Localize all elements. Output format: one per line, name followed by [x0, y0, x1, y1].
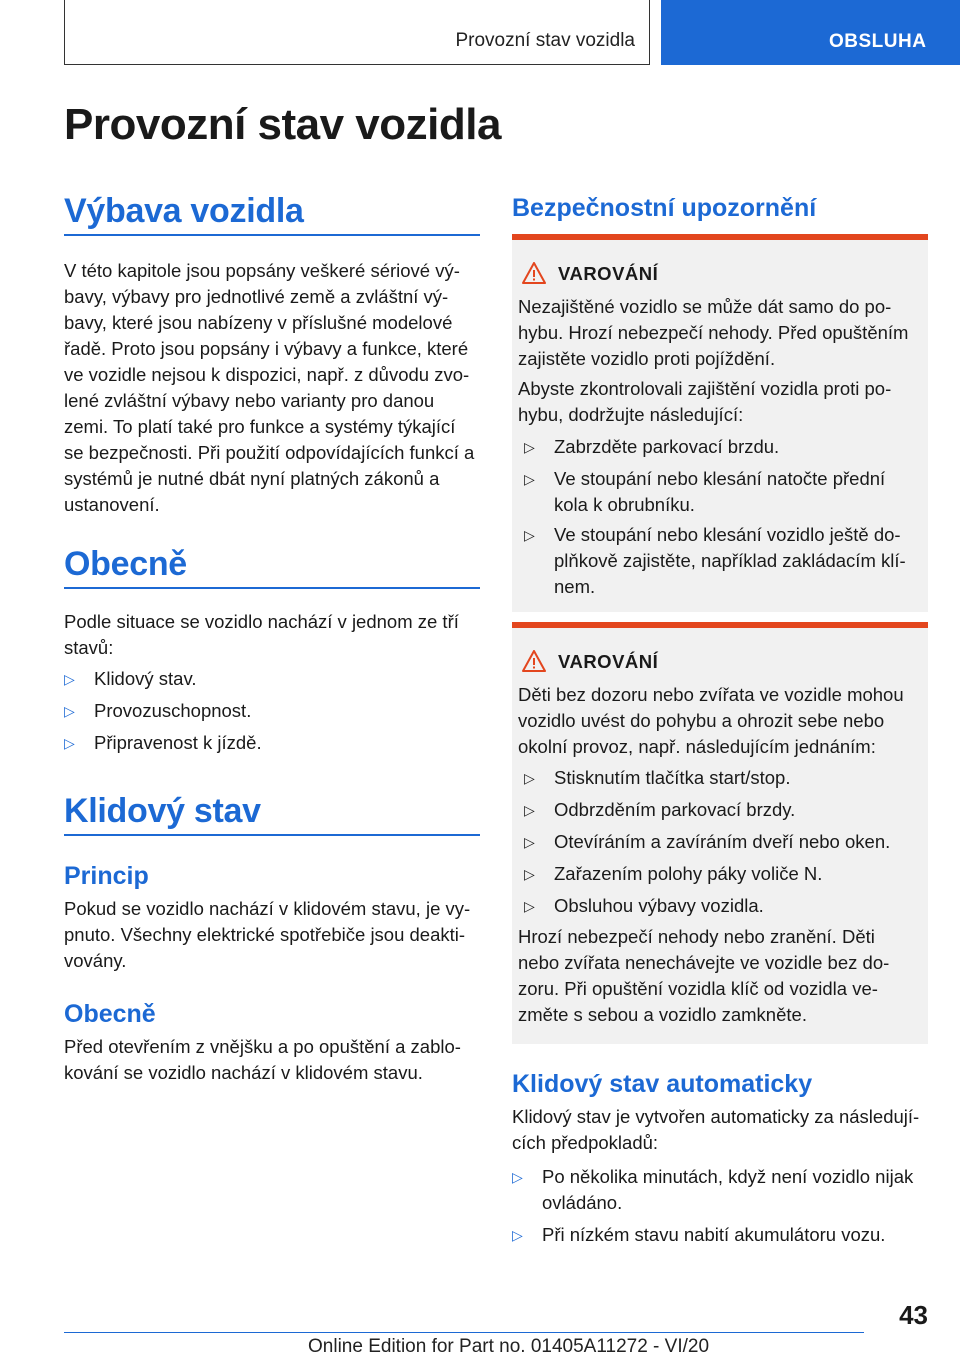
list-item: [64, 698, 480, 724]
text-line: ustanovení.: [64, 494, 160, 515]
heading-rule: [64, 834, 480, 836]
list-item-text: Obsluhou výbavy vozidla.: [554, 895, 764, 916]
text-line: Děti bez dozoru nebo zvířata ve vozidle mohou: [518, 684, 904, 705]
list-item: [512, 1222, 928, 1248]
triangle-right-icon: ▷: [524, 802, 535, 818]
text-line: se bezpečnosti. Při použití odpovídajících funkcí a: [64, 442, 475, 463]
text-line: Před otevřením z vnějšku a po opuštění a zablo‐: [64, 1036, 461, 1057]
warning-list-item: [524, 829, 924, 855]
list-item-text: Provozuschopnost.: [94, 700, 252, 721]
list-item-text: Stisknutím tlačítka start/stop.: [554, 767, 791, 788]
text-line: stavů:: [64, 637, 114, 658]
text-line: Hrozí nebezpečí nehody nebo zranění. Děti: [518, 926, 875, 947]
header-chapter-label: OBSLUHA: [829, 31, 927, 52]
list-item-text: Otevíráním a zavíráním dveří nebo oken.: [554, 831, 891, 852]
triangle-right-icon: ▷: [524, 439, 535, 455]
warning-paragraph: [518, 294, 928, 372]
text-line: hybu. Hrozí nebezpečí nehody. Před opuštěním: [518, 322, 909, 343]
heading-klidovy-stav-automaticky: Klidový stav automaticky: [512, 1070, 813, 1098]
text-line: bavy, které jsou nabízeny v příslušné modelové: [64, 312, 453, 333]
text-line: okolní provoz, např. následujícím jednáním:: [518, 736, 876, 757]
warning-paragraph: [518, 682, 928, 760]
list-item-text: [542, 1164, 928, 1216]
text-line: Po několika minutách, když není vozidlo nijak: [542, 1166, 914, 1187]
triangle-right-icon: ▷: [524, 834, 535, 850]
heading-obecne: Obecně: [64, 545, 187, 583]
paragraph-princip: [64, 896, 484, 974]
header-section-box: [64, 0, 650, 65]
triangle-right-icon: ▷: [64, 703, 75, 719]
list-item-text: Zabrzděte parkovací brzdu.: [554, 436, 780, 457]
text-line: Podle situace se vozidlo nachází v jednom ze tří: [64, 611, 459, 632]
heading-vybava-vozidla: Výbava vozidla: [64, 192, 304, 230]
text-line: kování se vozidlo nachází v klidovém stavu.: [64, 1062, 423, 1083]
text-line: hybu, dodržujte následující:: [518, 404, 744, 425]
header-chapter-tab: [661, 0, 960, 65]
triangle-right-icon: ▷: [524, 471, 535, 487]
text-line: Klidový stav je vytvořen automaticky za následují‐: [512, 1106, 920, 1127]
list-item: [64, 666, 480, 692]
warning-list-item: [524, 765, 924, 791]
warning-triangle-icon: [522, 262, 546, 284]
heading-rule: [64, 587, 480, 589]
triangle-right-icon: ▷: [512, 1169, 523, 1185]
page-title: Provozní stav vozidla: [64, 100, 501, 149]
triangle-right-icon: ▷: [64, 735, 75, 751]
triangle-right-icon: ▷: [512, 1227, 523, 1243]
triangle-right-icon: ▷: [524, 866, 535, 882]
warning-list-item: [524, 861, 924, 887]
triangle-right-icon: ▷: [524, 527, 535, 543]
text-line: vozidlo uvést do pohybu a ohrozit sebe nebo: [518, 710, 885, 731]
text-line: kola k obrubníku.: [554, 494, 695, 515]
text-line: řadě. Proto jsou popsány i výbavy a funkce, které: [64, 338, 469, 359]
triangle-right-icon: ▷: [524, 898, 535, 914]
list-item-text: [554, 466, 924, 518]
warning-list-item: [524, 797, 924, 823]
text-line: Ve stoupání nebo klesání vozidlo ještě do‐: [554, 524, 901, 545]
list-item: [512, 1164, 928, 1216]
list-item-text: [554, 522, 924, 600]
text-line: systémů je nutné dbát nyní platných zákonů a: [64, 468, 440, 489]
text-line: ovládáno.: [542, 1192, 623, 1213]
warning-list-item: [524, 522, 924, 600]
text-line: pnuto. Všechny elektrické spotřebiče jsou deakti‐: [64, 924, 466, 945]
warning-paragraph: [518, 924, 928, 1028]
warning-list-item: [524, 893, 924, 919]
header-section-title: Provozní stav vozidla: [455, 30, 635, 51]
list-item-text: Zařazením polohy páky voliče N.: [554, 863, 823, 884]
warning-list-item: [524, 434, 924, 460]
list-item: [64, 730, 480, 756]
heading-rule: [64, 234, 480, 236]
paragraph-obecne-sub: [64, 1034, 484, 1086]
text-line: ve vozidle nejsou k dispozici, např. z důvodu zvo‐: [64, 364, 470, 385]
list-item-text: Klidový stav.: [94, 668, 197, 689]
text-line: zemi. To platí také pro funkce a systémy týkající: [64, 416, 456, 437]
warning-title: VAROVÁNÍ: [558, 651, 659, 672]
list-item-text: Při nízkém stavu nabití akumulátoru vozu.: [542, 1224, 886, 1245]
edition-note: Online Edition for Part no. 01405A11272 - VI/20: [308, 1336, 710, 1357]
heading-princip: Princip: [64, 862, 149, 890]
text-line: V této kapitole jsou popsány veškeré sériové vý‐: [64, 260, 460, 281]
warning-triangle-icon: [522, 650, 546, 672]
text-line: nebo zvířata nenechávejte ve vozidle bez do‐: [518, 952, 890, 973]
text-line: Ve stoupání nebo klesání natočte přední: [554, 468, 886, 489]
text-line: změte s sebou a vozidlo zamkněte.: [518, 1004, 807, 1025]
text-line: Abyste zkontrolovali zajištění vozidla proti po‐: [518, 378, 892, 399]
text-line: Pokud se vozidlo nachází v klidovém stavu, je vy‐: [64, 898, 471, 919]
list-item-text: Odbrzděním parkovací brzdy.: [554, 799, 796, 820]
heading-bezpecnostni-upozorneni: Bezpečnostní upozornění: [512, 194, 817, 222]
footer-rule: [64, 1332, 864, 1333]
text-line: nem.: [554, 576, 596, 597]
text-line: vovány.: [64, 950, 127, 971]
text-line: bavy, výbavy pro jednotlivé země a zvláštní vý‐: [64, 286, 449, 307]
text-line: zajistěte vozidlo proti pojíždění.: [518, 348, 776, 369]
list-item-text: Připravenost k jízdě.: [94, 732, 262, 753]
page-number: 43: [899, 1300, 928, 1330]
text-line: plňkově zajistěte, například zakládacím klí‐: [554, 550, 906, 571]
triangle-right-icon: ▷: [524, 770, 535, 786]
warning-title: VAROVÁNÍ: [558, 263, 659, 284]
heading-klidovy-stav: Klidový stav: [64, 792, 261, 830]
text-line: cích předpokladů:: [512, 1132, 659, 1153]
warning-list-item: [524, 466, 924, 518]
text-line: Nezajištěné vozidlo se může dát samo do po‐: [518, 296, 892, 317]
heading-obecne-sub: Obecně: [64, 1000, 156, 1028]
triangle-right-icon: ▷: [64, 671, 75, 687]
paragraph-automaticky: [512, 1104, 932, 1156]
warning-paragraph: [518, 376, 928, 428]
paragraph-obecne: [64, 609, 484, 661]
text-line: lené zvláštní výbavy nebo varianty pro danou: [64, 390, 435, 411]
text-line: zoru. Při opuštění vozidla klíč od vozidla ve‐: [518, 978, 878, 999]
paragraph-vybava: [64, 258, 484, 518]
